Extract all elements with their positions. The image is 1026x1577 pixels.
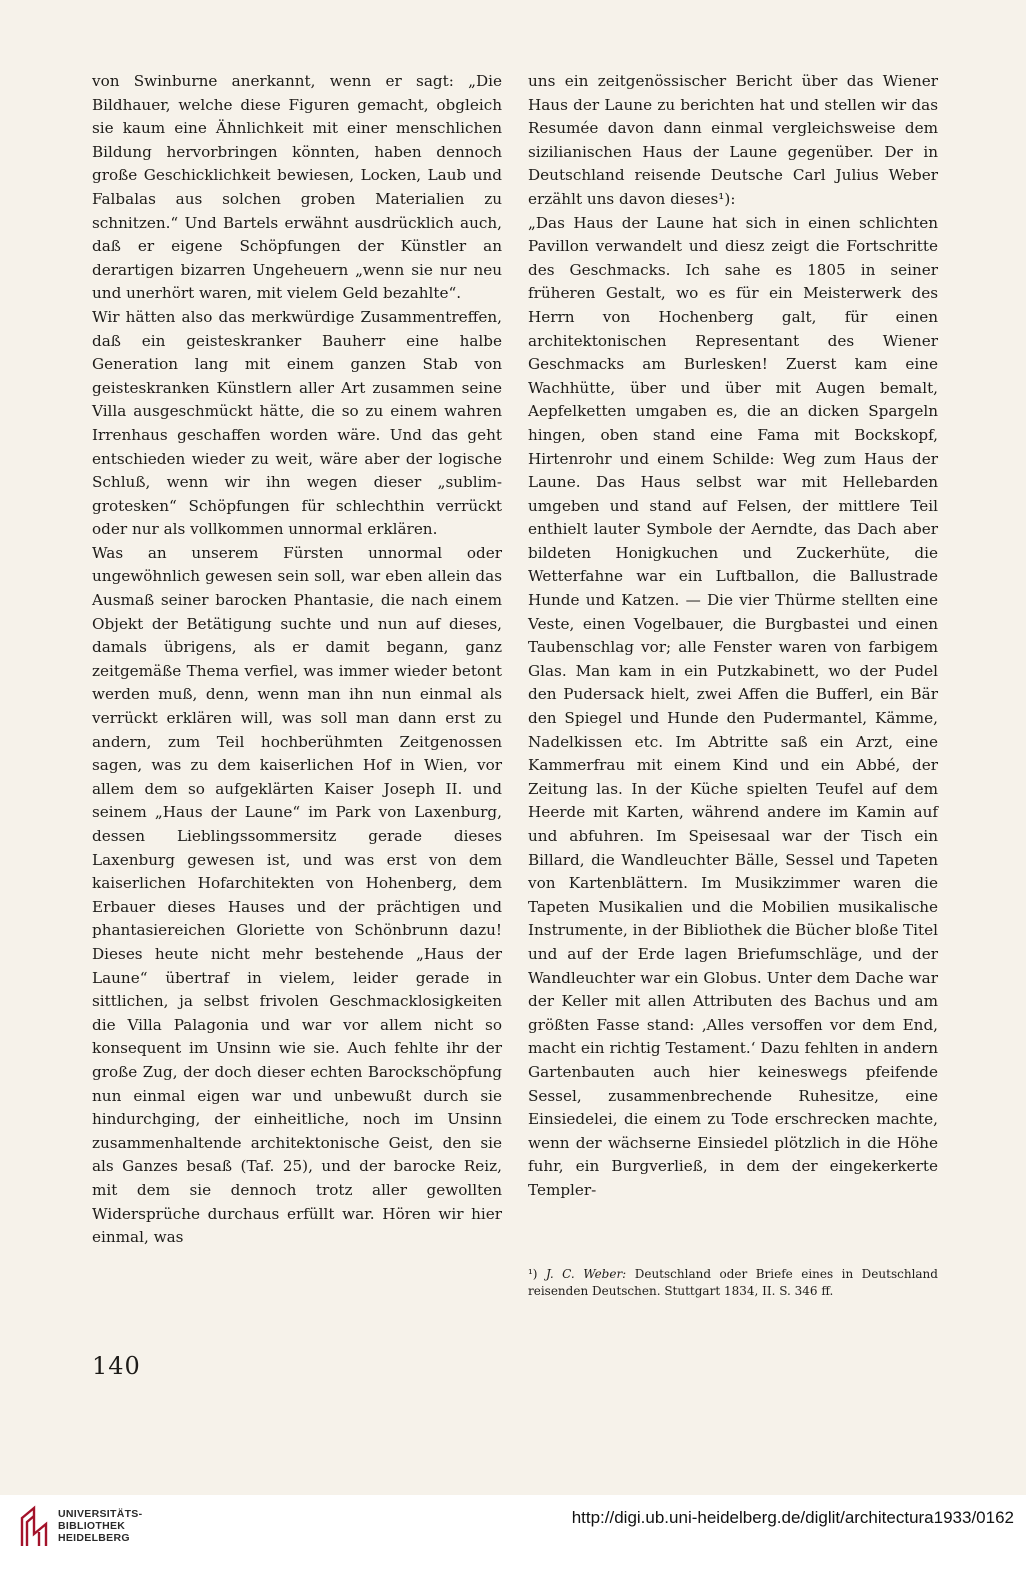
right-text-column bbox=[528, 70, 938, 1203]
library-name bbox=[58, 1508, 142, 1544]
library-name-line: UNIVERSITÄTS- bbox=[58, 1508, 143, 1520]
footnote-text: Deutschland oder Briefe eines in Deutschland reisenden Deutschen. Stuttgart 1834, II. S. 346 ff. bbox=[528, 1267, 938, 1298]
paragraph: uns ein zeitgenössischer Bericht über das Wiener Haus der Laune zu berichten hat und stellen wir das Resumée davon dann einmal vergleichsweise dem sizilianischen Haus der Laune gegenüber. Der in Deutschland reisende Deutsche Carl Julius Weber erzählt uns davon dieses¹): bbox=[528, 72, 938, 208]
paragraph: Was an unserem Fürsten unnormal oder ungewöhnlich gewesen sein soll, war eben allein das Ausmaß seiner barocken Phantasie, die nach einem Objekt der Betätigung suchte und nun auf dieses, damals übrigens, als er damit begann, ganz zeitgemäße Thema verfiel, was immer wieder betont werden muß, denn, wenn man ihn nun einmal als verrückt erklären will, was soll man dann erst zu andern, zum Teil hochberühmten Zeitgenossen sagen, was zu dem kaiserlichen Hof in Wien, vor allem dem so aufgeklärten Kaiser Joseph II. und seinem „Haus der Laune“ im Park von Laxenburg, dessen Lieblingssommersitz gerade dieses Laxenburg gewesen ist, und was erst von dem kaiserlichen Hofarchitekten von Hohenberg, dem Erbauer dieses Hauses und der prächtigen und phantasiereichen Gloriette von Schönbrunn dazu! Dieses heute nicht mehr bestehende „Haus der Laune“ übertraf in vielem, leider gerade in sittlichen, ja selbst frivolen Geschmacklosigkeiten die Villa Palagonia und war vor allem nicht so konsequent im Unsinn wie sie. Auch fehlte ihr der große Zug, der doch dieser echten Barockschöpfung nun einmal eigen war und unbewußt durch sie hindurchging, der einheitliche, noch im Unsinn zusammenhaltende architektonische Geist, den sie als Ganzes besaß (Taf. 25), und der barocke Reiz, mit dem sie dennoch trotz aller gewollten Widersprüche durchaus erfüllt war. Hören wir hier einmal, was bbox=[92, 543, 502, 1247]
footnote-marker: ¹) bbox=[528, 1267, 538, 1281]
source-url-link[interactable]: http://digi.ub.uni-heidelberg.de/diglit/architectura1933/0162 bbox=[571, 1508, 1014, 1527]
page-number: 140 bbox=[92, 1352, 141, 1380]
left-text-column bbox=[92, 70, 502, 1250]
library-name-line: HEIDELBERG bbox=[58, 1532, 130, 1544]
paragraph: von Swinburne anerkannt, wenn er sagt: „Die Bildhauer, welche diese Figuren gemacht, obgleich sie kaum eine Ähnlichkeit mit einer menschlichen Bildung hervorbringen könnten, haben dennoch große Geschicklichkeit bewiesen, Locken, Laub und Falbalas aus solchen groben Materialien zu schnitzen.“ Und Bartels erwähnt ausdrücklich auch, daß er eigene Schöpfungen der Künstler an derartigen bizarren Ungeheuern „wenn sie nur neu und unerhört waren, mit vielem Geld bezahlte“. bbox=[92, 72, 502, 303]
footnote bbox=[528, 1266, 938, 1299]
library-logo-icon bbox=[18, 1504, 52, 1550]
paragraph: Wir hätten also das merkwürdige Zusammentreffen, daß ein geisteskranker Bauherr eine halbe Generation lang mit einem ganzen Stab von geisteskranken Künstlern aller Art zusammen seine Villa ausgeschmückt hätte, die so zu einem wahren Irrenhaus geschaffen worden wäre. Und das geht entschieden wieder zu weit, wäre aber der logische Schluß, wenn wir ihn wegen dieser „sublim-grotesken“ Schöpfungen für schlechthin verrückt oder nur als vollkommen unnormal erklären. bbox=[92, 307, 502, 539]
footnote-author: J. C. Weber: bbox=[545, 1267, 627, 1281]
library-name-line: BIBLIOTHEK bbox=[58, 1520, 126, 1532]
paragraph: „Das Haus der Laune hat sich in einen schlichten Pavillon verwandelt und diesz zeigt die Fortschritte des Geschmacks. Ich sahe es 1805 in seiner früheren Gestalt, wo es für ein Meisterwerk des Herrn von Hochenberg galt, für einen architektonischen Representant des Wiener Geschmacks am Burlesken! Zuerst kam eine Wachhütte, über und über mit Augen bemalt, Aepfelketten umgaben es, die an dicken Spargeln hingen, oben stand eine Fama mit Bockskopf, Hirtenrohr und einem Schilde: Weg zum Haus der Laune. Das Haus selbst war mit Hellebarden umgeben und stand auf Felsen, der mittlere Teil enthielt lauter Symbole der Aerndte, das Dach aber bildeten Honigkuchen und Zuckerhüte, die Wetterfahne war ein Luftballon, die Ballustrade Hunde und Katzen. — Die vier Thürme stellten eine Veste, einen Vogelbauer, die Burgbastei und einen Taubenschlag vor; alle Fenster waren von farbigem Glas. Man kam in ein Putzkabinett, wo der Pudel den Pudersack hielt, zwei Affen die Bufferl, ein Bär den Spiegel und Hunde den Pudermantel, Kämme, Nadelkissen etc. Im Abtritte saß ein Arzt, eine Kammerfrau mit einem Kind und ein Abbé, der Zeitung las. In der Küche spielten Teufel auf dem Heerde mit Karten, während andere im Kamin auf und abfuhren. Im Speisesaal war der Tisch ein Billard, die Wandleuchter Bälle, Sessel und Tapeten von Kartenblättern. Im Musikzimmer waren die Tapeten Musikalien und die Mobilien musikalische Instrumente, in der Bibliothek die Bücher bloße Titel und auf der Erde lagen Briefumschläge, und der Wandleuchter war ein Globus. Unter dem Dache war der Keller mit allen Attributen des Bachus und am größten Fasse stand: ‚Alles versoffen vor dem End, macht ein richtig Testament.‘ Dazu fehlten in andern Gartenbauten auch hier keineswegs pfeifende Sessel, zusammenbrechende Ruhesitze, eine Einsiedelei, die einem zu Tode erschrecken machte, wenn der wächserne Einsiedel plötzlich in die Höhe fuhr, ein Burgverließ, in dem der eingekerkerte Templer- bbox=[528, 213, 938, 1199]
